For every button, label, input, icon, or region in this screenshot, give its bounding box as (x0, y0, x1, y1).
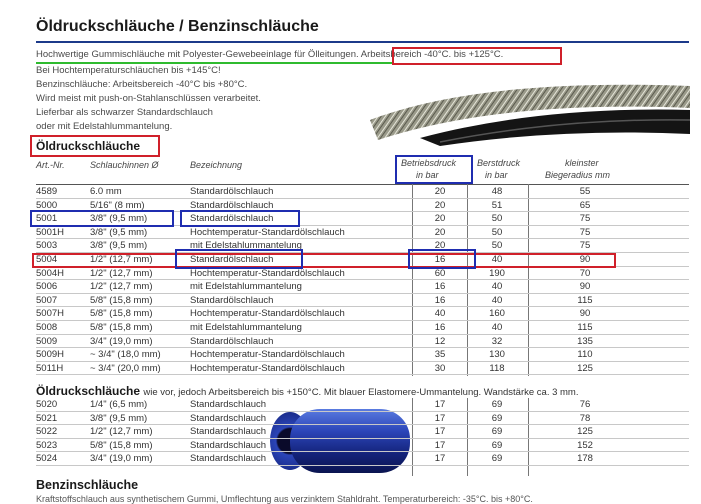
cell-art: 5022 (36, 426, 58, 438)
cell-art: 5004H (36, 267, 64, 279)
cell-betrieb: 12 (434, 335, 446, 347)
cell-bez: Hochtemperatur-Standardölschlauch (190, 362, 345, 374)
row-divider (36, 279, 689, 280)
cell-bez: Standardschlauch (190, 412, 267, 424)
cell-berst: 40 (491, 281, 503, 293)
row-divider (36, 424, 689, 425)
cell-inner: 3/4" (19,0 mm) (90, 453, 153, 465)
cell-radius: 125 (577, 362, 593, 374)
section-fuel-title: Benzinschläuche (36, 478, 139, 492)
cell-berst: 40 (491, 322, 503, 333)
cell-betrieb: 17 (434, 412, 446, 424)
cell-inner: ~ 3/4" (20,0 mm) (90, 362, 161, 374)
cell-berst: 51 (491, 199, 503, 211)
cell-art: 5003 (36, 240, 58, 252)
row-divider (36, 374, 689, 375)
cell-berst: 69 (491, 439, 503, 451)
intro-line-1a: Hochwertige Gummischläuche mit Polyester-Gewebeeinlage für Ölleitungen. (36, 49, 359, 60)
cell-inner: 5/16" (8 mm) (90, 199, 145, 211)
header-betrieb-1: Betriebsdruck (401, 158, 457, 168)
cell-betrieb: 30 (434, 362, 446, 374)
cell-inner: 1/2" (12,7 mm) (90, 267, 153, 279)
cell-inner: 1/2" (12,7 mm) (90, 426, 153, 438)
cell-art: 5006 (36, 281, 58, 293)
cell-bez: Standardölschlauch (190, 199, 274, 211)
cell-bez: Standardölschlauch (190, 294, 274, 306)
cell-inner: ~ 3/4" (18,0 mm) (90, 349, 161, 361)
header-rule (36, 184, 689, 185)
cell-berst: 69 (491, 412, 503, 424)
cell-betrieb: 20 (434, 199, 446, 211)
cell-radius: 75 (579, 226, 591, 238)
row-divider (36, 306, 689, 307)
cell-radius: 76 (579, 399, 591, 410)
row-divider (36, 347, 689, 348)
cell-bez: mit Edelstahlummantelung (190, 281, 302, 293)
row-divider (36, 238, 689, 239)
blue-hose-photo (290, 409, 410, 473)
cell-art: 5020 (36, 399, 58, 410)
cell-radius: 125 (577, 426, 593, 438)
header-berst-1: Berstdruck (477, 158, 521, 168)
cell-berst: 160 (489, 308, 505, 320)
highlight-section-title (30, 135, 160, 157)
cell-art: 5007H (36, 308, 64, 320)
cell-radius: 65 (579, 199, 591, 211)
cell-art: 5004 (36, 254, 58, 265)
page-title: Öldruckschläuche / Benzinschläuche (36, 18, 319, 35)
cell-berst: 190 (489, 267, 505, 279)
cell-radius: 75 (579, 240, 591, 252)
cell-berst: 48 (491, 186, 503, 197)
cell-art: 5009 (36, 335, 58, 347)
section-oil-hoses-title: Öldruckschläuche (36, 139, 141, 153)
intro-line-2: Bei Hochtemperaturschläuchen bis +145°C! (36, 65, 221, 76)
cell-berst: 69 (491, 453, 503, 465)
cell-bez: Hochtemperatur-Standardölschlauch (190, 308, 345, 320)
cell-inner: 6.0 mm (90, 186, 122, 197)
cell-betrieb: 16 (434, 294, 446, 306)
header-radius-1: kleinster (565, 158, 599, 168)
highlight-row-5004 (32, 253, 616, 268)
cell-radius: 90 (579, 254, 591, 265)
cell-radius: 90 (579, 281, 591, 293)
title-underline (36, 41, 689, 43)
cell-inner: 1/2" (12,7 mm) (90, 254, 153, 265)
intro-line-6: oder mit Edelstahlummantelung. (36, 121, 173, 132)
hose-photo (360, 68, 690, 146)
cell-art: 5007 (36, 294, 58, 306)
section-fuel-description: Kraftstoffschlauch aus synthetischem Gummi, Umflechtung aus verzinktem Stahldraht. Temperaturbereich: -35°C. bis +80°C. (36, 494, 533, 504)
cell-inner: 1/4" (6,5 mm) (90, 399, 148, 410)
header-art: Art.-Nr. (36, 160, 65, 170)
cell-berst: 69 (491, 399, 503, 410)
header-inner: Schlauchinnen Ø (90, 160, 159, 170)
cell-radius: 178 (577, 453, 593, 465)
cell-inner: 5/8" (15,8 mm) (90, 439, 153, 451)
header-betrieb-2: in bar (416, 170, 439, 180)
cell-betrieb: 20 (434, 213, 446, 225)
section-elastomer-note: wie vor, jedoch Arbeitsbereich bis +150°C. Mit blauer Elastomere-Ummantelung. Wandstärke ca. 3 mm. (143, 387, 579, 398)
cell-radius: 90 (579, 308, 591, 320)
cell-art: 5001H (36, 226, 64, 238)
cell-art: 5011H (36, 362, 64, 374)
cell-bez: mit Edelstahlummantelung (190, 322, 302, 333)
cell-inner: 5/8" (15,8 mm) (90, 294, 153, 306)
intro-line-3: Benzinschläuche: Arbeitsbereich -40°C bis +80°C. (36, 79, 248, 90)
highlight-row-5004-bez (175, 249, 303, 269)
highlight-temperature-range (392, 47, 562, 65)
cell-radius: 115 (577, 294, 593, 306)
cell-art: 5024 (36, 453, 58, 465)
cell-radius: 110 (577, 349, 593, 361)
row-divider (36, 438, 689, 439)
cell-inner: 3/8" (9,5 mm) (90, 412, 148, 424)
highlight-row-5001-bez (180, 210, 300, 227)
cell-bez: mit Edelstahlummantelung (190, 240, 302, 252)
intro-line-5: Lieferbar als schwarzer Standardschlauch (36, 107, 213, 118)
cell-inner: 5/8" (15,8 mm) (90, 322, 153, 333)
cell-inner: 3/4" (19,0 mm) (90, 335, 153, 347)
cell-inner: 1/2" (12,7 mm) (90, 281, 153, 293)
cell-berst: 130 (489, 349, 505, 361)
row-divider (36, 465, 689, 466)
header-bezeichnung: Bezeichnung (190, 160, 243, 170)
cell-betrieb: 16 (434, 322, 446, 333)
cell-berst: 40 (491, 254, 503, 265)
cell-inner: 3/8" (9,5 mm) (90, 226, 148, 238)
cell-berst: 50 (491, 226, 503, 238)
cell-bez: Standardölschlauch (190, 186, 274, 197)
cell-betrieb: 17 (434, 439, 446, 451)
cell-betrieb: 16 (434, 281, 446, 293)
cell-art: 5021 (36, 412, 58, 424)
cell-betrieb: 35 (434, 349, 446, 361)
header-radius-2: Biegeradius mm (545, 170, 611, 180)
row-divider (36, 198, 689, 199)
cell-bez: Hochtemperatur-Standardölschlauch (190, 226, 345, 238)
cell-art: 4589 (36, 186, 58, 197)
row-divider (36, 320, 689, 321)
cell-bez: Standardschlauch (190, 426, 267, 438)
cell-art: 5001 (36, 213, 58, 225)
cell-inner: 5/8" (15,8 mm) (90, 308, 153, 320)
cell-bez: Standardschlauch (190, 439, 267, 451)
cell-betrieb: 20 (434, 186, 446, 197)
intro-line-4: Wird meist mit push-on-Stahlanschlüssen verarbeitet. (36, 93, 261, 104)
row-divider (36, 334, 689, 335)
cell-berst: 40 (491, 294, 503, 306)
cell-art: 5023 (36, 439, 58, 451)
cell-radius: 115 (577, 322, 593, 333)
cell-art: 5008 (36, 322, 58, 333)
cell-radius: 152 (577, 439, 593, 451)
intro-line-1b: Arbeitsbereich -40°C. bis +125°C. (360, 49, 504, 60)
header-berst-2: in bar (485, 170, 508, 180)
green-underline (36, 62, 392, 64)
cell-betrieb: 17 (434, 426, 446, 438)
cell-inner: 3/8" (9,5 mm) (90, 240, 148, 252)
highlight-row-5004-betrieb (408, 249, 476, 269)
cell-betrieb: 17 (434, 399, 446, 410)
cell-radius: 75 (579, 213, 591, 225)
highlight-row-5001-art (30, 210, 174, 227)
cell-bez: Standardölschlauch (190, 213, 274, 225)
cell-betrieb: 40 (434, 308, 446, 320)
cell-bez: Standardschlauch (190, 399, 267, 410)
cell-bez: Hochtemperatur-Standardölschlauch (190, 267, 345, 279)
cell-berst: 118 (489, 362, 505, 374)
cell-radius: 70 (579, 267, 591, 279)
cell-berst: 32 (491, 335, 503, 347)
cell-bez: Hochtemperatur-Standardölschlauch (190, 349, 345, 361)
cell-bez: Standardölschlauch (190, 335, 274, 347)
cell-art: 5009H (36, 349, 64, 361)
highlight-betriebsdruck-header (395, 155, 473, 184)
cell-berst: 69 (491, 426, 503, 438)
section-elastomer-title (36, 384, 578, 398)
cell-bez: Standardölschlauch (190, 254, 274, 265)
cell-betrieb: 60 (434, 267, 446, 279)
cell-radius: 135 (577, 335, 593, 347)
section-elastomer-label: Öldruckschläuche (36, 384, 141, 398)
cell-betrieb: 20 (434, 240, 446, 252)
cell-inner: 3/8" (9,5 mm) (90, 213, 148, 225)
cell-radius: 78 (579, 412, 591, 424)
cell-berst: 50 (491, 213, 503, 225)
cell-betrieb: 16 (434, 254, 446, 265)
cell-berst: 50 (491, 240, 503, 252)
cell-bez: Standardschlauch (190, 453, 267, 465)
cell-art: 5000 (36, 199, 58, 211)
row-divider (36, 451, 689, 452)
cell-betrieb: 17 (434, 453, 446, 465)
row-divider (36, 361, 689, 362)
cell-radius: 55 (579, 186, 591, 197)
row-divider (36, 411, 689, 412)
row-divider (36, 293, 689, 294)
cell-betrieb: 20 (434, 226, 446, 238)
